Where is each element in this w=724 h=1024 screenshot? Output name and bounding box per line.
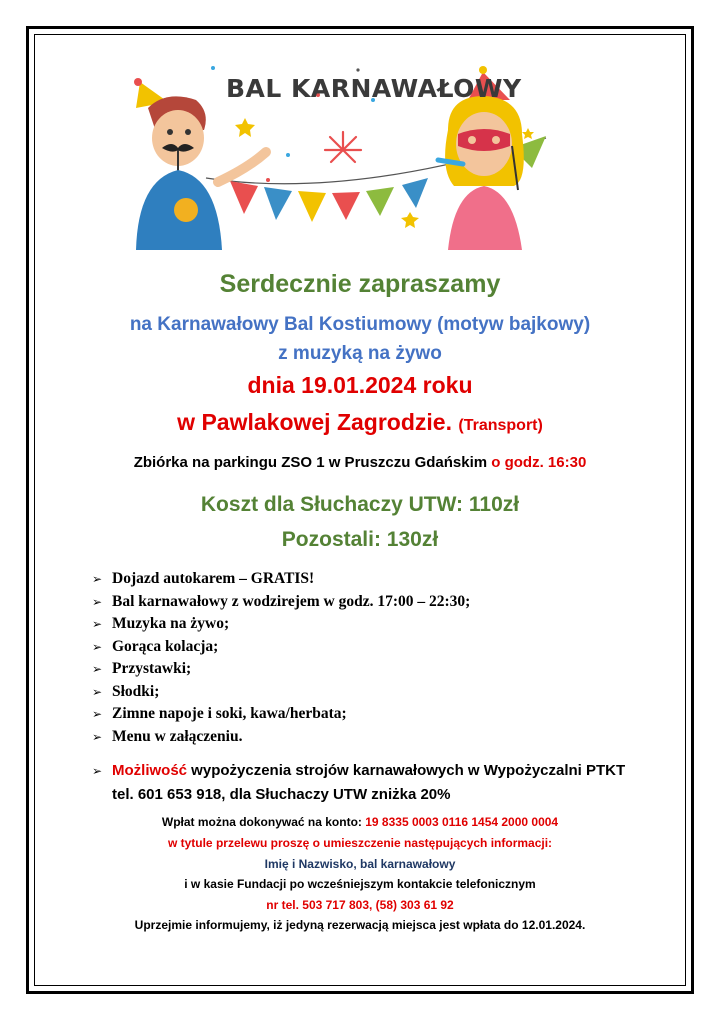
headline: Serdecznie zapraszamy <box>219 270 501 298</box>
invite-line-2: z muzyką na żywo <box>278 343 442 364</box>
meeting-info <box>36 454 684 471</box>
list-item: ➢ Przystawki; <box>92 658 470 681</box>
arrow-bullet-icon: ➢ <box>92 639 103 654</box>
payment-label: Wpłat można dokonywać na konto: <box>161 815 366 829</box>
list-item: ➢ Bal karnawałowy z wodzirejem w godz. 17:00 – 22:30; <box>92 591 470 614</box>
costume-highlight: Możliwość <box>112 762 188 779</box>
meeting-time: o godz. 16:30 <box>491 454 587 471</box>
contact-phones: nr tel. 503 717 803, (58) 303 61 92 <box>266 898 454 912</box>
payment-account-line <box>36 815 684 829</box>
costume-rental-info <box>92 759 625 806</box>
arrow-bullet-icon: ➢ <box>92 662 103 676</box>
bank-account-number: 19 8335 0003 0116 1454 2000 0004 <box>365 815 559 829</box>
list-item: ➢ Zimne napoje i soki, kawa/herbata; <box>92 703 470 726</box>
cost-others: Pozostali: 130zł <box>281 528 439 551</box>
event-date: dnia 19.01.2024 roku <box>247 372 473 398</box>
arrow-bullet-icon: ➢ <box>92 684 103 699</box>
meeting-place: Zbiórka na parkingu ZSO 1 w Pruszczu Gdańskim <box>133 454 488 471</box>
reservation-note: Uprzejmie informujemy, iż jedyną rezerwacją miejsca jest wpłata do 12.01.2024. <box>134 918 586 932</box>
carnival-banner-illustration <box>118 60 550 250</box>
event-place-name: w Pawlakowej Zagrodzie. <box>177 409 452 435</box>
costume-rental-line-1 <box>92 759 625 783</box>
arrow-bullet-icon: ➢ <box>92 764 103 778</box>
cost-utw: Koszt dla Słuchaczy UTW: 110zł <box>200 493 520 516</box>
costume-text: wypożyczenia strojów karnawałowych w Wypożyczalni PTKT <box>187 762 626 779</box>
list-item: ➢ Gorąca kolacja; <box>92 636 470 659</box>
list-item: ➢ Menu w załączeniu. <box>92 726 470 749</box>
event-place <box>36 409 684 436</box>
list-item: ➢ Muzyka na żywo; <box>92 613 470 636</box>
transfer-title-note: w tytule przelewu proszę o umieszczenie następujących informacji: <box>167 836 553 850</box>
transfer-title-value: Imię i Nazwisko, bal karnawałowy <box>264 857 456 871</box>
arrow-bullet-icon: ➢ <box>92 729 103 744</box>
cashier-note: i w kasie Fundacji po wcześniejszym kontakcie telefonicznym <box>184 877 536 891</box>
included-items-list <box>92 568 470 748</box>
costume-rental-line-2: tel. 601 653 918, dla Słuchaczy UTW zniżka 20% <box>112 786 451 803</box>
banner-title: BAL KARNAWAŁOWY <box>226 74 522 103</box>
list-item: ➢ Słodki; <box>92 681 470 704</box>
arrow-bullet-icon: ➢ <box>92 594 103 609</box>
invite-line-1: na Karnawałowy Bal Kostiumowy (motyw bajkowy) <box>129 314 591 335</box>
event-place-transport: (Transport) <box>458 417 543 434</box>
arrow-bullet-icon: ➢ <box>92 707 103 721</box>
list-item: ➢ Dojazd autokarem – GRATIS! <box>92 568 470 591</box>
arrow-bullet-icon: ➢ <box>92 617 103 631</box>
arrow-bullet-icon: ➢ <box>92 572 103 586</box>
